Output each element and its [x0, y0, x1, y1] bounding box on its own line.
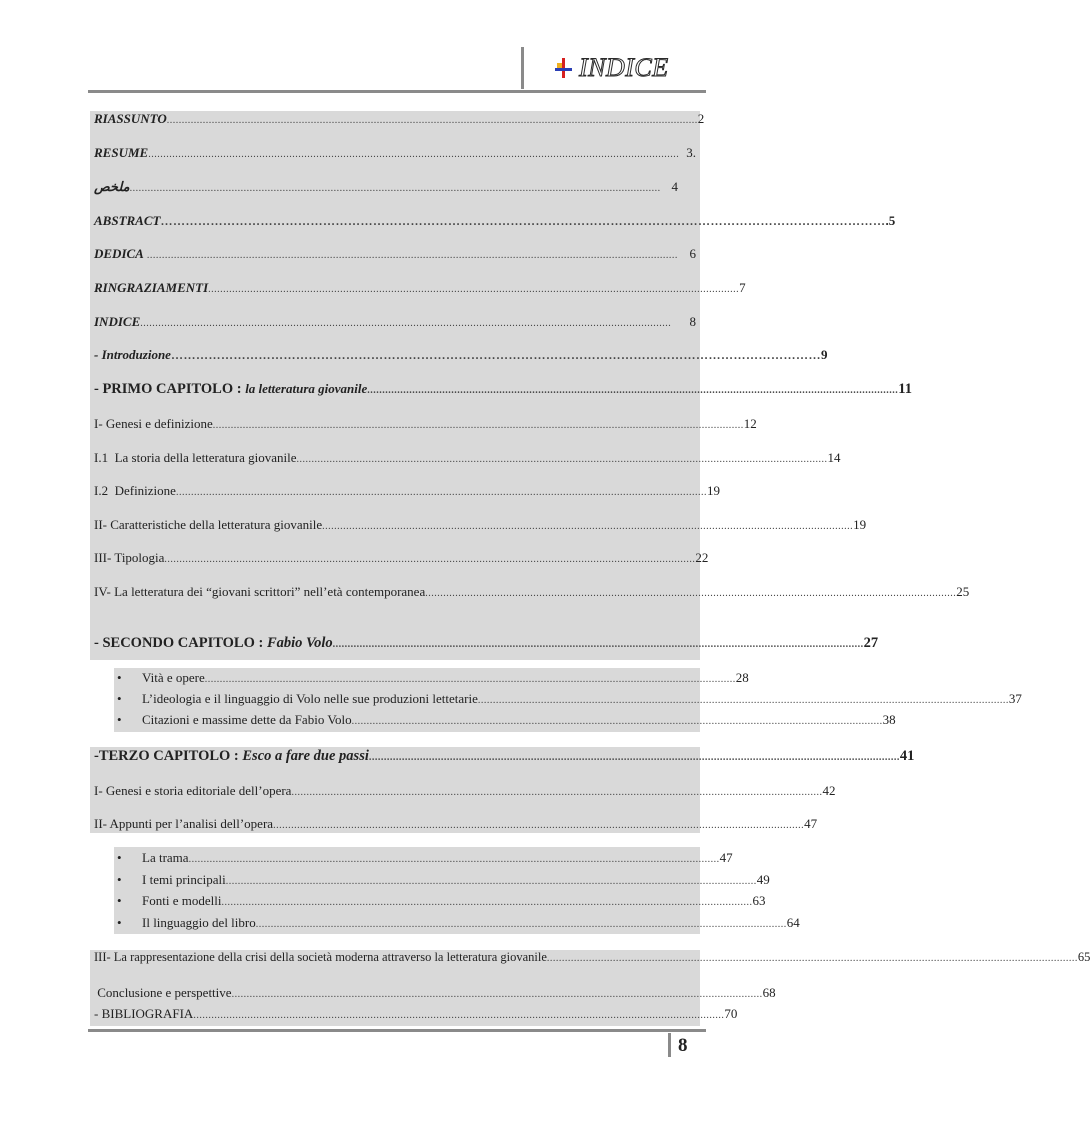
- toc-entry-ideologia[interactable]: L’ideologia e il linguaggio di Volo nelle sue produzioni lettetarie ................................................................................................................................................................................. 37: [142, 691, 1022, 706]
- dot-leader: …………………………………………………………………………………………………………………………………………: [170, 348, 821, 362]
- toc-entry-giovani-scrittori[interactable]: IV- La letteratura dei “giovani scrittori” nell’età contemporanea ................................................................................................................................................................................. 25: [94, 584, 970, 599]
- dot-leader: .................................................................................................................................................................................: [221, 897, 753, 908]
- header-rule: [88, 90, 706, 93]
- dot-leader: …………………………………………………………………………………………………………………………………………………………: [160, 214, 886, 228]
- toc-entry-arabic-summary[interactable]: ملخص ................................................................................................................................................................................. 4: [94, 179, 678, 195]
- dot-leader: .................................................................................................................................................................................: [208, 284, 740, 295]
- toc-entry-ringraziamenti[interactable]: RINGRAZIAMENTI ................................................................................................................................................................................. 7: [94, 280, 746, 295]
- bullet-marker: [117, 691, 130, 707]
- dot-leader: .................................................................................................................................................................................: [231, 989, 763, 1000]
- toc-entry-genesi-storia[interactable]: I- Genesi e storia editoriale dell’opera ................................................................................................................................................................................. 42: [94, 783, 836, 798]
- toc-entry-fonti[interactable]: Fonti e modelli ................................................................................................................................................................................. 63: [142, 893, 766, 908]
- toc-entry-riassunto[interactable]: RIASSUNTO ................................................................................................................................................................................. 2: [94, 111, 705, 126]
- toc-entry-introduzione[interactable]: - Introduzione ………………………………………………………………………………………………………………………………………… 9: [94, 347, 828, 362]
- dot-leader: .................................................................................................................................................................................: [212, 420, 744, 431]
- dot-leader: .................................................................................................................................................................................: [322, 521, 854, 532]
- toc-entry-temi[interactable]: I temi principali ................................................................................................................................................................................. 49: [142, 872, 770, 887]
- toc-entry-linguaggio[interactable]: Il linguaggio del libro ................................................................................................................................................................................. 64: [142, 915, 800, 930]
- toc-entry-bibliografia[interactable]: - BIBLIOGRAFIA ................................................................................................................................................................................. 70: [94, 1006, 738, 1021]
- toc-entry-tipologia[interactable]: III- Tipologia ................................................................................................................................................................................. 22: [94, 550, 709, 565]
- bullet-marker: [117, 915, 130, 931]
- header-divider-vertical: [521, 47, 524, 89]
- dot-leader: .................................................................................................................................................................................: [166, 115, 698, 126]
- page-number: 8: [678, 1035, 688, 1056]
- bullet-marker: [117, 670, 130, 686]
- dot-leader: .................................................................................................................................................................................: [204, 674, 736, 685]
- toc-entry-caratteristiche[interactable]: II- Caratteristiche della letteratura giovanile ................................................................................................................................................................................. 19: [94, 517, 867, 532]
- toc-entry-storia[interactable]: I.1 La storia della letteratura giovanile ................................................................................................................................................................................. 14: [94, 450, 841, 465]
- bullet-marker: [117, 872, 130, 888]
- toc-entry-resume[interactable]: RESUME ................................................................................................................................................................................. 3.: [94, 145, 696, 160]
- dot-leader: .................................................................................................................................................................................: [296, 454, 828, 465]
- dot-leader: .................................................................................................................................................................................: [273, 820, 805, 831]
- dot-leader: .................................................................................................................................................................................: [140, 318, 672, 329]
- header-title-block: [553, 53, 669, 83]
- cross-logo-icon: [553, 57, 573, 79]
- dot-leader: .................................................................................................................................................................................: [546, 953, 1078, 964]
- bullet-marker: [117, 893, 130, 909]
- toc-entry-crisi-societa[interactable]: III- La rappresentazione della crisi della società moderna attraverso la letteratura giovanile ................................................................................................................................................................................. 65: [94, 950, 1090, 964]
- toc-entry-secondo-capitolo[interactable]: - SECONDO CAPITOLO : Fabio Volo ................................................................................................................................................................................. 27: [94, 635, 879, 651]
- dot-leader: .................................................................................................................................................................................: [188, 854, 720, 865]
- dot-leader: .................................................................................................................................................................................: [148, 149, 680, 160]
- dot-leader: .................................................................................................................................................................................: [225, 876, 757, 887]
- dot-leader: .................................................................................................................................................................................: [425, 588, 957, 599]
- toc-entry-conclusione[interactable]: Conclusione e perspettive ................................................................................................................................................................................. 68: [94, 985, 776, 1000]
- toc-entry-definizione[interactable]: I.2 Definizione ................................................................................................................................................................................. 19: [94, 483, 720, 498]
- footer-divider-vertical: [668, 1033, 671, 1057]
- dot-leader: .................................................................................................................................................................................: [291, 787, 823, 798]
- header-title: INDICE: [579, 53, 669, 82]
- toc-entry-appunti[interactable]: II- Appunti per l’analisi dell’opera ................................................................................................................................................................................. 47: [94, 816, 818, 831]
- dot-leader: .................................................................................................................................................................................: [368, 752, 900, 763]
- dot-leader: .................................................................................................................................................................................: [143, 250, 678, 261]
- dot-leader: .................................................................................................................................................................................: [164, 554, 696, 565]
- footer-rule: [88, 1029, 706, 1032]
- dot-leader: .................................................................................................................................................................................: [129, 183, 661, 194]
- dot-leader: .................................................................................................................................................................................: [193, 1010, 725, 1021]
- dot-leader: .................................................................................................................................................................................: [367, 385, 899, 396]
- toc-entry-primo-capitolo[interactable]: - PRIMO CAPITOLO : la letteratura giovanile ................................................................................................................................................................................. 11: [94, 381, 912, 397]
- toc-entry-terzo-capitolo[interactable]: -TERZO CAPITOLO : Esco a fare due passi ................................................................................................................................................................................. 41: [94, 748, 915, 764]
- dot-leader: .................................................................................................................................................................................: [351, 716, 883, 727]
- toc-entry-dedica[interactable]: DEDICA ................................................................................................................................................................................. 6: [94, 246, 696, 261]
- toc-entry-citazioni[interactable]: Citazioni e massime dette da Fabio Volo ................................................................................................................................................................................. 38: [142, 712, 896, 727]
- toc-entry-trama[interactable]: La trama ................................................................................................................................................................................. 47: [142, 850, 733, 865]
- dot-leader: .................................................................................................................................................................................: [255, 919, 787, 930]
- dot-leader: .................................................................................................................................................................................: [477, 695, 1009, 706]
- toc-entry-indice[interactable]: INDICE ................................................................................................................................................................................. 8: [94, 314, 696, 329]
- toc-entry-abstract[interactable]: ABSTRACT ………………………………………………………………………………………………………………………………………………………… .5: [94, 213, 896, 228]
- bullet-marker: [117, 712, 130, 728]
- toc-entry-vita-opere[interactable]: Vità e opere ................................................................................................................................................................................. 28: [142, 670, 749, 685]
- dot-leader: .................................................................................................................................................................................: [175, 487, 707, 498]
- toc-entry-genesi-definizione[interactable]: I- Genesi e definizione ................................................................................................................................................................................. 12: [94, 416, 757, 431]
- bullet-marker: [117, 850, 130, 866]
- dot-leader: .................................................................................................................................................................................: [332, 639, 864, 650]
